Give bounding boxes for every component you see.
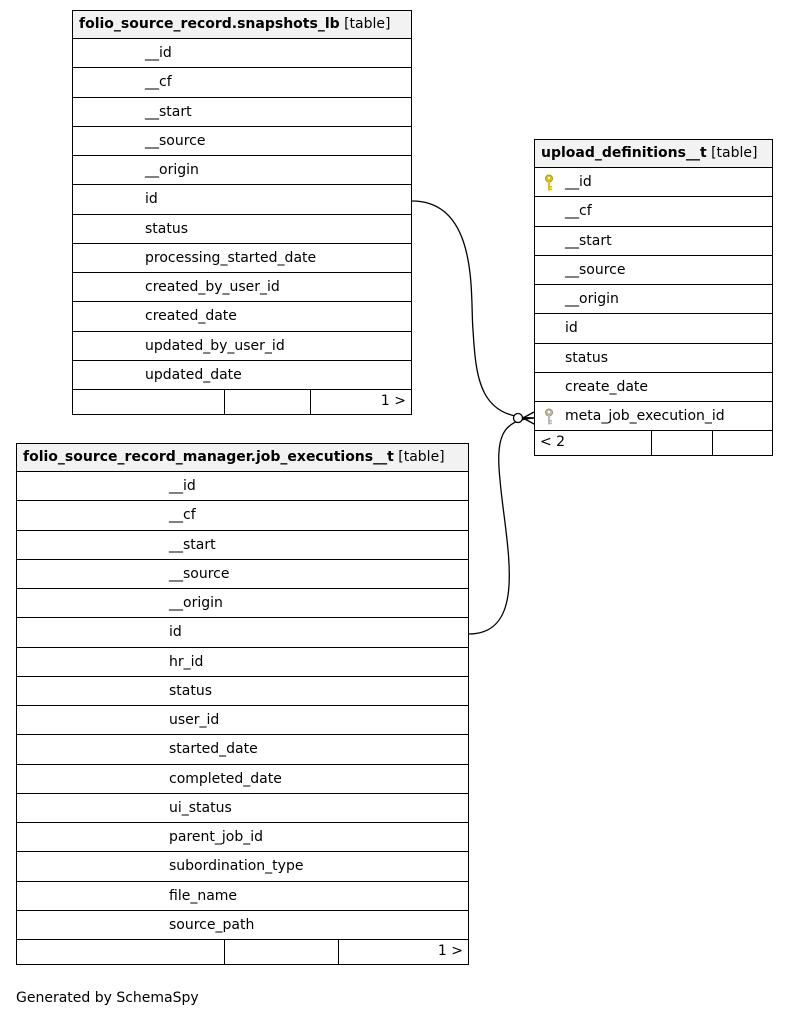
column-row bbox=[17, 882, 468, 911]
column-row bbox=[73, 244, 411, 273]
column-row bbox=[17, 765, 468, 794]
column-row bbox=[73, 156, 411, 185]
column-row bbox=[17, 589, 468, 618]
column-name: __source bbox=[145, 132, 206, 149]
table-name: folio_source_record_manager.job_executions__t bbox=[23, 449, 394, 465]
crows-foot-marker bbox=[514, 412, 535, 424]
column-name: parent_job_id bbox=[169, 829, 264, 845]
table-footer bbox=[535, 431, 772, 455]
column-name: __origin bbox=[145, 162, 199, 178]
column-row bbox=[17, 911, 468, 940]
column-row bbox=[17, 648, 468, 677]
footer-middle bbox=[225, 940, 339, 964]
column-row bbox=[73, 361, 411, 390]
column-list bbox=[17, 472, 468, 940]
column-row bbox=[17, 560, 468, 589]
column-row bbox=[73, 98, 411, 127]
column-name: __id bbox=[145, 45, 172, 61]
column-row bbox=[17, 472, 468, 501]
footer-left: < 2 bbox=[535, 431, 652, 455]
relationship-snapshots-to-upload-definitions bbox=[412, 201, 534, 418]
table-type: [table] bbox=[344, 16, 391, 32]
column-name: source_path bbox=[169, 916, 255, 933]
footer-left bbox=[73, 390, 225, 414]
column-row bbox=[535, 285, 772, 314]
column-name: __start bbox=[145, 103, 192, 120]
footer-right: 1 > bbox=[437, 943, 463, 959]
column-row bbox=[73, 302, 411, 331]
table-type: [table] bbox=[711, 145, 758, 161]
footer-middle bbox=[652, 431, 713, 455]
column-name: subordination_type bbox=[169, 858, 304, 875]
column-name: file_name bbox=[169, 887, 238, 904]
column-name: id bbox=[145, 191, 158, 208]
column-row bbox=[17, 794, 468, 823]
column-name: __cf bbox=[565, 203, 592, 220]
column-row bbox=[535, 314, 772, 343]
column-name: meta_job_execution_id bbox=[565, 408, 725, 424]
footer-left bbox=[17, 940, 225, 964]
column-name: __start bbox=[169, 536, 216, 553]
footer-right: 1 > bbox=[380, 393, 406, 409]
column-row bbox=[535, 402, 772, 431]
column-name: id bbox=[169, 624, 182, 641]
column-name: created_by_user_id bbox=[145, 279, 280, 295]
table-header bbox=[73, 11, 411, 39]
footer-middle bbox=[225, 390, 311, 414]
footer-right bbox=[713, 431, 772, 455]
column-row bbox=[17, 677, 468, 706]
table-footer bbox=[17, 940, 468, 964]
column-list bbox=[73, 39, 411, 390]
relationship-job-executions-to-upload-definitions bbox=[469, 418, 534, 634]
table-footer bbox=[73, 390, 411, 414]
table-name: upload_definitions__t bbox=[541, 145, 707, 161]
column-name: completed_date bbox=[169, 770, 282, 787]
column-row bbox=[535, 256, 772, 285]
column-name: status bbox=[169, 682, 213, 699]
column-row bbox=[17, 531, 468, 560]
column-name: user_id bbox=[169, 712, 220, 728]
generated-by-text: Generated by SchemaSpy bbox=[16, 990, 199, 1006]
column-row bbox=[17, 618, 468, 647]
column-row bbox=[17, 706, 468, 735]
column-row bbox=[535, 227, 772, 256]
column-name: processing_started_date bbox=[145, 249, 317, 266]
column-row bbox=[73, 39, 411, 68]
column-row bbox=[73, 68, 411, 97]
table-snapshots-lb bbox=[72, 10, 412, 415]
column-name: created_date bbox=[145, 308, 237, 325]
column-row bbox=[535, 344, 772, 373]
column-row bbox=[535, 168, 772, 197]
table-job-executions bbox=[16, 443, 469, 965]
column-name: started_date bbox=[169, 741, 258, 758]
column-row bbox=[17, 823, 468, 852]
column-row bbox=[17, 852, 468, 881]
column-name: __source bbox=[169, 565, 230, 582]
column-row bbox=[535, 373, 772, 402]
column-row bbox=[73, 332, 411, 361]
column-name: status bbox=[565, 349, 609, 366]
column-name: id bbox=[565, 320, 578, 337]
column-name: __cf bbox=[145, 74, 172, 91]
column-name: status bbox=[145, 220, 189, 237]
column-name: __id bbox=[565, 174, 592, 190]
table-name: folio_source_record.snapshots_lb bbox=[79, 16, 340, 32]
column-name: __start bbox=[565, 232, 612, 249]
column-name: ui_status bbox=[169, 799, 232, 816]
column-row bbox=[73, 273, 411, 302]
column-row bbox=[73, 185, 411, 214]
column-list bbox=[535, 168, 772, 431]
column-name: __id bbox=[169, 478, 196, 494]
column-name: create_date bbox=[565, 378, 649, 395]
column-name: __origin bbox=[565, 291, 619, 307]
column-row bbox=[73, 127, 411, 156]
primary-key-icon bbox=[543, 174, 555, 192]
column-row bbox=[73, 215, 411, 244]
column-row bbox=[17, 501, 468, 530]
column-row bbox=[17, 735, 468, 764]
column-name: hr_id bbox=[169, 653, 204, 670]
table-header bbox=[535, 140, 772, 168]
column-name: updated_date bbox=[145, 366, 242, 383]
column-name: __source bbox=[565, 261, 626, 278]
foreign-key-icon bbox=[543, 408, 555, 426]
column-name: __origin bbox=[169, 595, 223, 611]
table-header bbox=[17, 444, 468, 472]
column-name: __cf bbox=[169, 507, 196, 524]
table-type: [table] bbox=[398, 449, 445, 465]
column-row bbox=[535, 197, 772, 226]
column-name: updated_by_user_id bbox=[145, 337, 285, 354]
table-upload-definitions bbox=[534, 139, 773, 456]
